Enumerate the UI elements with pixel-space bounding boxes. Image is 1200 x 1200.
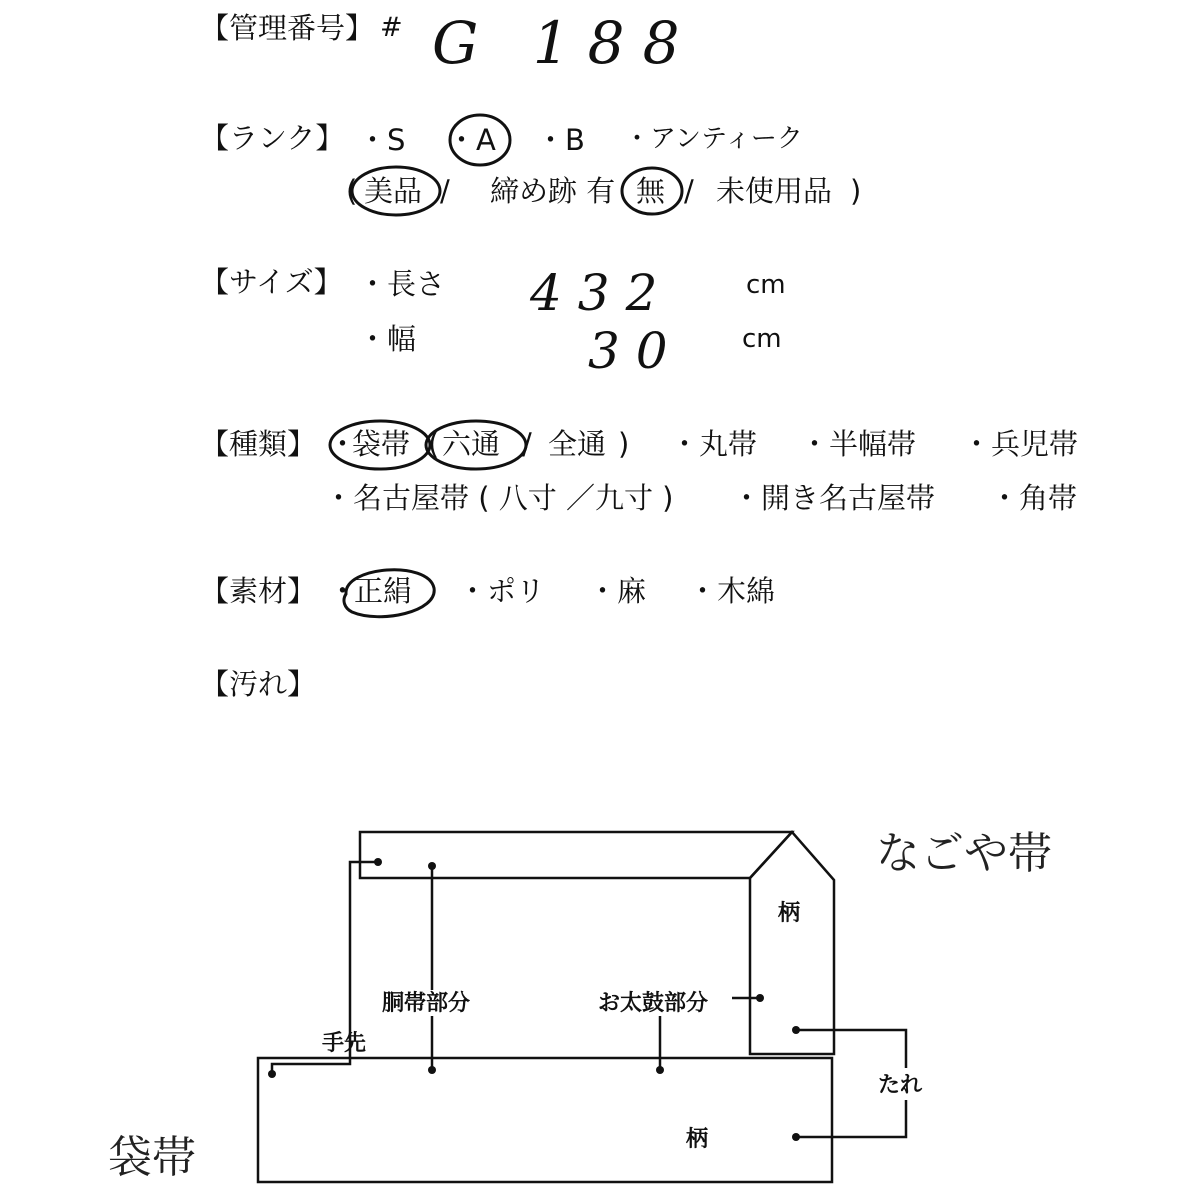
rank-option-antique: ・アンティーク bbox=[624, 124, 803, 154]
fukuro-obi-body bbox=[258, 1058, 832, 1182]
type-dot: ・ bbox=[328, 427, 358, 461]
condition-bihin: 美品 bbox=[364, 174, 423, 208]
otaiko-label: お太鼓部分 bbox=[598, 991, 709, 1016]
type-heading: 【種類】 bbox=[200, 427, 317, 461]
size-heading: 【サイズ】 bbox=[200, 265, 343, 299]
rank-option-s: ・S bbox=[358, 123, 406, 157]
material-dot: ・ bbox=[328, 574, 358, 608]
tesaki-label: 手先 bbox=[322, 1031, 367, 1056]
dot-dobu-nagoya bbox=[428, 862, 436, 870]
material-asa: ・麻 bbox=[588, 574, 647, 608]
size-length-label: ・長さ bbox=[358, 267, 446, 301]
size-length-unit: cm bbox=[746, 270, 786, 300]
type-zentsu: 全通 bbox=[548, 427, 607, 461]
condition-open-paren: ( bbox=[346, 174, 358, 208]
type-nagoya: ・名古屋帯 ( 八寸 ／九寸 ) bbox=[324, 481, 674, 515]
material-heading: 【素材】 bbox=[200, 574, 317, 608]
mgmt-hash: # bbox=[380, 12, 403, 43]
nagoya-pattern-label: 柄 bbox=[778, 901, 801, 926]
condition-shimeato: 締め跡 有 bbox=[490, 174, 616, 208]
tare-leader-lower bbox=[796, 1100, 906, 1137]
size-width-label: ・幅 bbox=[358, 322, 417, 356]
type-close-paren: ) bbox=[618, 427, 630, 461]
mgmt-heading: 【管理番号】 bbox=[200, 11, 375, 45]
dot-dobu-fukuro bbox=[428, 1066, 436, 1074]
tare-leader bbox=[796, 1030, 906, 1068]
size-width-unit: cm bbox=[742, 324, 782, 354]
material-momen: ・木綿 bbox=[688, 574, 776, 608]
size-length-value-handwritten: 432 bbox=[530, 264, 674, 322]
size-width-value-handwritten: 30 bbox=[588, 322, 684, 380]
mgmt-number-handwritten: G 188 bbox=[432, 9, 698, 77]
material-poly: ・ポリ bbox=[458, 574, 546, 608]
condition-slash-2: / bbox=[684, 174, 694, 208]
type-slash: / bbox=[522, 427, 532, 461]
type-hiraki-nagoya: ・開き名古屋帯 bbox=[732, 481, 936, 515]
type-heko: ・兵児帯 bbox=[962, 427, 1079, 461]
type-open-paren: ( bbox=[428, 427, 440, 461]
dot-tesaki-fukuro bbox=[268, 1070, 276, 1078]
condition-mu: 無 bbox=[636, 174, 666, 208]
dot-tare-fukuro bbox=[792, 1133, 800, 1141]
condition-close-paren: ) bbox=[850, 174, 862, 208]
dot-otaiko-fukuro bbox=[656, 1066, 664, 1074]
material-shoken: 正絹 bbox=[354, 574, 413, 608]
type-hanhaba: ・半幅帯 bbox=[800, 427, 917, 461]
dot-tesaki-nagoya bbox=[374, 858, 382, 866]
tare-label: たれ bbox=[878, 1073, 923, 1098]
type-rokutsu: 六通 bbox=[442, 427, 501, 461]
dot-otaiko-nagoya bbox=[756, 994, 764, 1002]
dot-tare-nagoya bbox=[792, 1026, 800, 1034]
type-marubi: ・丸帯 bbox=[670, 427, 758, 461]
fukuro-title: 袋帯 bbox=[108, 1132, 196, 1183]
fukuro-pattern-label: 柄 bbox=[686, 1127, 709, 1152]
stain-heading: 【汚れ】 bbox=[200, 667, 317, 701]
nagoya-obi-tare bbox=[750, 832, 834, 1054]
nagoya-obi-body bbox=[360, 832, 792, 878]
type-fukuro: 袋帯 bbox=[352, 427, 411, 461]
condition-mishiyo: 未使用品 bbox=[716, 174, 833, 208]
condition-slash-1: / bbox=[440, 174, 450, 208]
type-kaku: ・角帯 bbox=[990, 481, 1078, 515]
rank-option-b: ・B bbox=[536, 123, 585, 157]
rank-option-a: ・A bbox=[447, 123, 496, 157]
rank-heading: 【ランク】 bbox=[200, 121, 345, 155]
dobu-label: 胴帯部分 bbox=[382, 991, 471, 1016]
nagoya-title: なごや帯 bbox=[876, 828, 1052, 879]
